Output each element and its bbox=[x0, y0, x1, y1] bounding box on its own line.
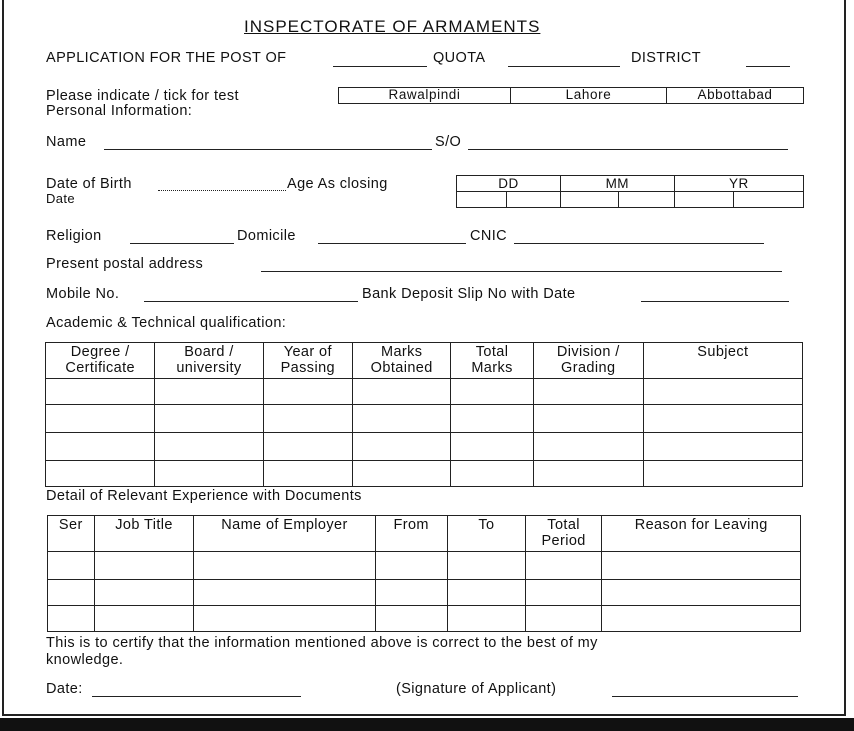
academic-row-cell[interactable] bbox=[46, 461, 155, 487]
experience-col-header: To bbox=[447, 516, 525, 552]
academic-row-cell[interactable] bbox=[533, 461, 643, 487]
academic-row bbox=[46, 379, 803, 405]
quota-label: QUOTA bbox=[433, 50, 486, 66]
experience-row-cell[interactable] bbox=[602, 606, 801, 632]
academic-row bbox=[46, 461, 803, 487]
bottom-bar bbox=[0, 718, 854, 731]
academic-row-cell[interactable] bbox=[643, 433, 802, 461]
experience-col-header: From bbox=[375, 516, 447, 552]
test-center-options bbox=[338, 87, 804, 104]
age-closing-label: Age As closing bbox=[287, 176, 388, 192]
experience-col-header: Ser bbox=[48, 516, 95, 552]
experience-col-header: Reason for Leaving bbox=[602, 516, 801, 552]
experience-col-header: Total Period bbox=[525, 516, 601, 552]
academic-row-cell[interactable] bbox=[451, 433, 533, 461]
academic-row-cell[interactable] bbox=[155, 405, 263, 433]
academic-row-cell[interactable] bbox=[533, 433, 643, 461]
test-center-rawalpindi[interactable]: Rawalpindi bbox=[388, 87, 461, 102]
so-field[interactable] bbox=[468, 149, 788, 150]
domicile-label: Domicile bbox=[237, 228, 296, 244]
experience-row-cell[interactable] bbox=[447, 552, 525, 580]
academic-row-cell[interactable] bbox=[263, 405, 352, 433]
quota-field[interactable] bbox=[508, 66, 620, 67]
experience-row bbox=[48, 580, 801, 606]
academic-row-cell[interactable] bbox=[263, 433, 352, 461]
academic-col-header: Total Marks bbox=[451, 343, 533, 379]
certify-line-2: knowledge. bbox=[46, 652, 124, 668]
experience-row-cell[interactable] bbox=[602, 552, 801, 580]
academic-heading: Academic & Technical qualification: bbox=[46, 315, 287, 331]
name-label: Name bbox=[46, 134, 87, 150]
district-field[interactable] bbox=[746, 66, 790, 67]
academic-row-cell[interactable] bbox=[155, 433, 263, 461]
religion-field[interactable] bbox=[130, 243, 234, 244]
academic-row bbox=[46, 405, 803, 433]
academic-row-cell[interactable] bbox=[533, 379, 643, 405]
academic-col-header: Division / Grading bbox=[533, 343, 643, 379]
academic-col-header: Marks Obtained bbox=[353, 343, 451, 379]
academic-row-cell[interactable] bbox=[155, 461, 263, 487]
academic-row-cell[interactable] bbox=[263, 461, 352, 487]
yr-header: YR bbox=[674, 176, 803, 192]
academic-row-cell[interactable] bbox=[46, 379, 155, 405]
post-field[interactable] bbox=[333, 66, 427, 67]
experience-row-cell[interactable] bbox=[94, 552, 194, 580]
academic-row-cell[interactable] bbox=[643, 405, 802, 433]
experience-row-cell[interactable] bbox=[48, 552, 95, 580]
bank-slip-field[interactable] bbox=[641, 301, 789, 302]
experience-row-cell[interactable] bbox=[525, 606, 601, 632]
academic-row-cell[interactable] bbox=[533, 405, 643, 433]
domicile-field[interactable] bbox=[318, 243, 466, 244]
experience-row-cell[interactable] bbox=[194, 606, 375, 632]
religion-label: Religion bbox=[46, 228, 102, 244]
experience-row-cell[interactable] bbox=[525, 552, 601, 580]
academic-row-cell[interactable] bbox=[451, 461, 533, 487]
experience-col-header: Job Title bbox=[94, 516, 194, 552]
so-label: S/O bbox=[435, 134, 462, 150]
mm-digit-1[interactable] bbox=[560, 192, 618, 208]
academic-row-cell[interactable] bbox=[353, 433, 451, 461]
academic-col-header: Degree / Certificate bbox=[46, 343, 155, 379]
experience-row-cell[interactable] bbox=[447, 580, 525, 606]
dob-field[interactable] bbox=[158, 190, 286, 191]
test-center-abbottabad[interactable]: Abbottabad bbox=[666, 88, 803, 103]
dob-label: Date of Birth bbox=[46, 176, 132, 192]
experience-table bbox=[47, 515, 801, 632]
experience-col-header: Name of Employer bbox=[194, 516, 375, 552]
date-sign-label: Date: bbox=[46, 681, 83, 697]
academic-row-cell[interactable] bbox=[643, 461, 802, 487]
bank-slip-label: Bank Deposit Slip No with Date bbox=[362, 286, 576, 302]
cnic-field[interactable] bbox=[514, 243, 764, 244]
academic-row-cell[interactable] bbox=[46, 433, 155, 461]
experience-row-cell[interactable] bbox=[525, 580, 601, 606]
academic-row-cell[interactable] bbox=[353, 405, 451, 433]
academic-row bbox=[46, 433, 803, 461]
experience-row-cell[interactable] bbox=[48, 580, 95, 606]
cnic-label: CNIC bbox=[470, 228, 508, 244]
mobile-label: Mobile No. bbox=[46, 286, 120, 302]
academic-col-header: Year of Passing bbox=[263, 343, 352, 379]
mm-header: MM bbox=[560, 176, 674, 192]
signature-label: (Signature of Applicant) bbox=[396, 681, 557, 697]
test-label: Please indicate / tick for test bbox=[46, 88, 239, 104]
post-label: APPLICATION FOR THE POST OF bbox=[46, 50, 287, 66]
experience-row-cell[interactable] bbox=[194, 552, 375, 580]
experience-row-cell[interactable] bbox=[447, 606, 525, 632]
age-grid bbox=[456, 175, 804, 208]
experience-row-cell[interactable] bbox=[94, 606, 194, 632]
academic-row-cell[interactable] bbox=[643, 379, 802, 405]
address-field[interactable] bbox=[261, 271, 782, 272]
dd-digit-1[interactable] bbox=[457, 192, 507, 208]
academic-row-cell[interactable] bbox=[263, 379, 352, 405]
test-center-lahore[interactable]: Lahore bbox=[510, 88, 666, 103]
academic-row-cell[interactable] bbox=[353, 461, 451, 487]
experience-row bbox=[48, 552, 801, 580]
academic-table bbox=[45, 342, 803, 487]
experience-row-cell[interactable] bbox=[194, 580, 375, 606]
mobile-field[interactable] bbox=[144, 301, 358, 302]
experience-row-cell[interactable] bbox=[94, 580, 194, 606]
date-sign-field[interactable] bbox=[92, 696, 301, 697]
address-label: Present postal address bbox=[46, 256, 204, 272]
experience-row-cell[interactable] bbox=[48, 606, 95, 632]
academic-row-cell[interactable] bbox=[451, 379, 533, 405]
academic-row-cell[interactable] bbox=[155, 379, 263, 405]
experience-row-cell[interactable] bbox=[602, 580, 801, 606]
dd-header: DD bbox=[457, 176, 561, 192]
academic-row-cell[interactable] bbox=[46, 405, 155, 433]
yr-digit-2[interactable] bbox=[734, 192, 804, 208]
experience-row-cell[interactable] bbox=[375, 552, 447, 580]
certify-line-1: This is to certify that the information mentioned above is correct to the best of my bbox=[46, 635, 598, 651]
district-label: DISTRICT bbox=[631, 50, 702, 66]
experience-heading: Detail of Relevant Experience with Documents bbox=[46, 488, 362, 504]
academic-row-cell[interactable] bbox=[353, 379, 451, 405]
academic-row-cell[interactable] bbox=[451, 405, 533, 433]
yr-digit-1[interactable] bbox=[674, 192, 734, 208]
mm-digit-2[interactable] bbox=[618, 192, 674, 208]
name-field[interactable] bbox=[104, 149, 432, 150]
academic-col-header: Subject bbox=[643, 343, 802, 379]
experience-row-cell[interactable] bbox=[375, 580, 447, 606]
personal-info-heading: Personal Information: bbox=[46, 103, 193, 119]
experience-row bbox=[48, 606, 801, 632]
signature-field[interactable] bbox=[612, 696, 798, 697]
dd-digit-2[interactable] bbox=[507, 192, 561, 208]
experience-row-cell[interactable] bbox=[375, 606, 447, 632]
academic-col-header: Board / university bbox=[155, 343, 263, 379]
date-label: Date bbox=[46, 191, 76, 206]
form-title: INSPECTORATE OF ARMAMENTS bbox=[244, 17, 541, 36]
